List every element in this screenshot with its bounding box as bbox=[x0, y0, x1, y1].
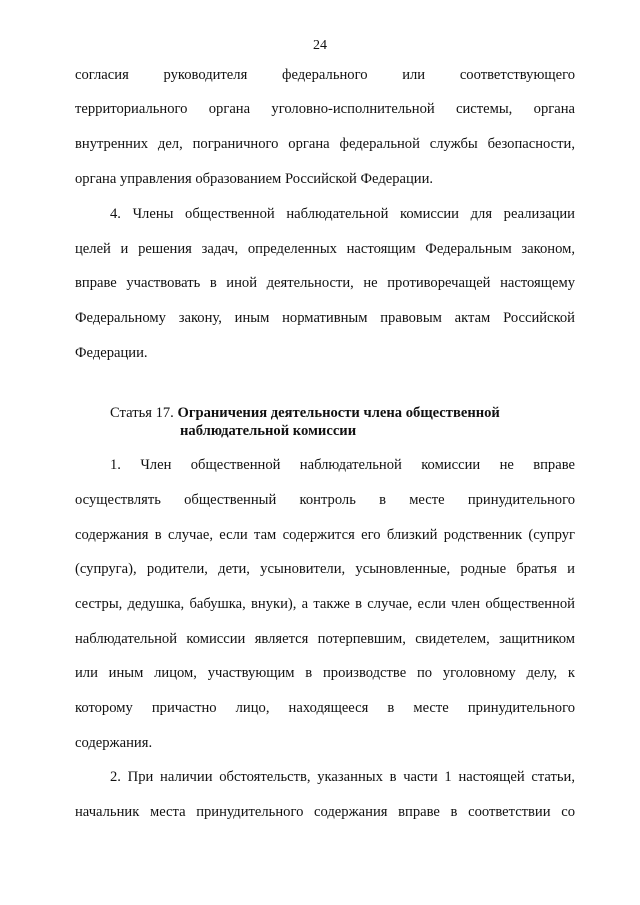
text-line: территориального органа уголовно-исполнительной системы, органа bbox=[75, 101, 575, 117]
text-line: осуществлять общественный контроль в месте принудительного bbox=[75, 492, 575, 508]
text-line: вправе участвовать в иной деятельности, не противоречащей настоящему bbox=[75, 275, 575, 291]
text-line: начальник места принудительного содержания вправе в соответствии со bbox=[75, 804, 575, 820]
article-heading-continued bbox=[180, 422, 356, 440]
text-line: или иным лицом, участвующим в производстве по уголовному делу, к bbox=[75, 665, 575, 681]
text-line: наблюдательной комиссии является потерпевшим, свидетелем, защитником bbox=[75, 631, 575, 647]
text-line: которому причастно лицо, находящееся в месте принудительного bbox=[75, 700, 575, 716]
text-line: целей и решения задач, определенных настоящим Федеральным законом, bbox=[75, 241, 575, 257]
text-line: Федеральному закону, иным нормативным правовым актам Российской bbox=[75, 310, 575, 326]
article-title-continued: наблюдательной комиссии bbox=[180, 423, 357, 439]
text-line: 4. Члены общественной наблюдательной комиссии для реализации bbox=[110, 206, 575, 222]
page-number: 24 bbox=[313, 38, 327, 53]
article-heading bbox=[110, 404, 500, 422]
article-title: Ограничения деятельности члена общественной bbox=[177, 405, 500, 421]
text-line: органа управления образованием Российской Федерации. bbox=[75, 171, 434, 187]
text-line: внутренних дел, пограничного органа федеральной службы безопасности, bbox=[75, 136, 575, 152]
article-prefix: Статья 17. bbox=[110, 405, 174, 421]
text-line: Федерации. bbox=[75, 345, 148, 361]
text-line: 1. Член общественной наблюдательной комиссии не вправе bbox=[110, 457, 575, 473]
text-line: сестры, дедушка, бабушка, внуки), а также в случае, если член общественной bbox=[75, 596, 575, 612]
text-line: (супруга), родители, дети, усыновители, усыновленные, родные братья и bbox=[75, 561, 575, 577]
text-line: содержания. bbox=[75, 735, 153, 751]
text-line: согласия руководителя федерального или соответствующего bbox=[75, 67, 575, 83]
text-line: 2. При наличии обстоятельств, указанных в части 1 настоящей статьи, bbox=[110, 769, 575, 785]
text-line: содержания в случае, если там содержится его близкий родственник (супруг bbox=[75, 527, 575, 543]
